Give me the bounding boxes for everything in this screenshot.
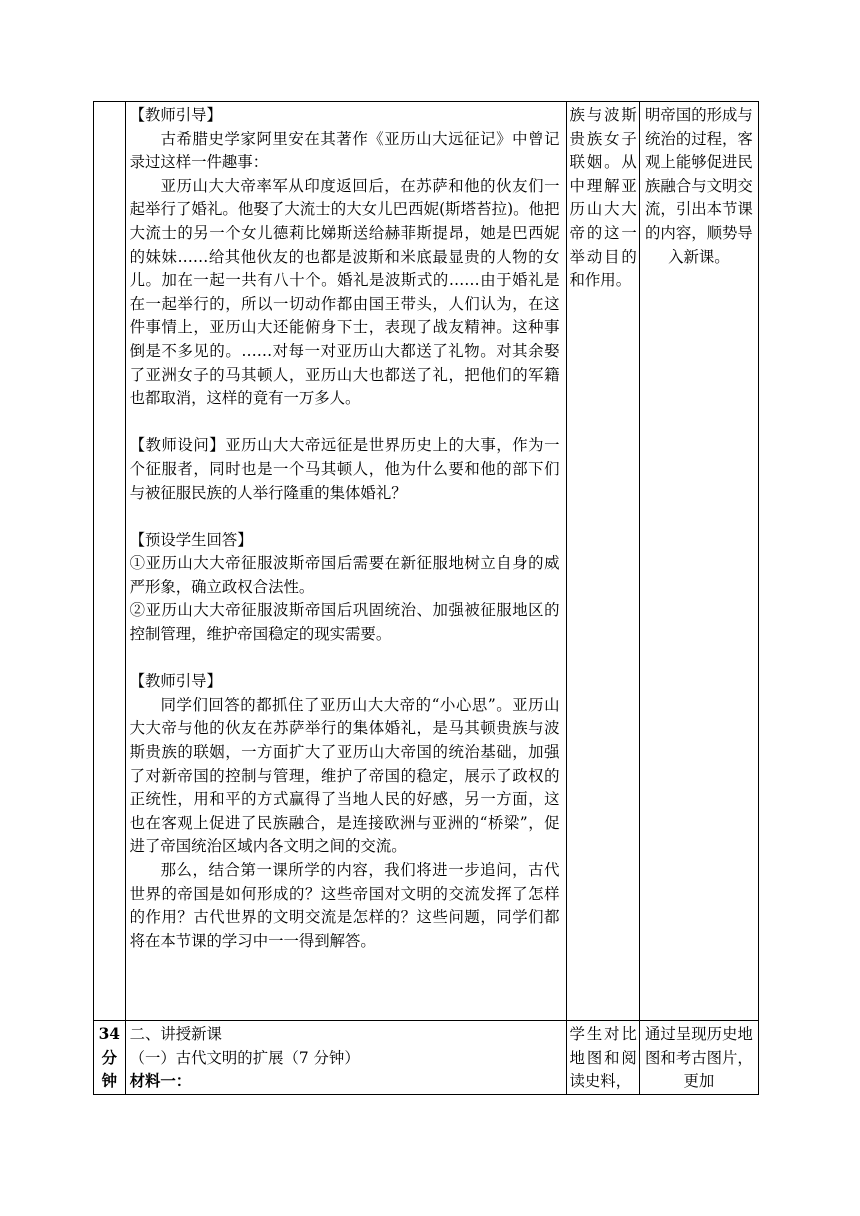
student-activity-text: 学生对比地图和阅读史料，	[569, 1025, 637, 1091]
paragraph: 古希腊史学家阿里安在其著作《亚历山大远征记》中曾记录过这样一件趣事：	[129, 129, 560, 172]
table-row	[94, 102, 759, 1021]
section-heading: 【预设学生回答】	[129, 530, 253, 549]
design-intent-cell	[639, 102, 758, 1021]
time-cell	[94, 1021, 126, 1095]
design-intent-cell	[639, 1021, 758, 1095]
answer-item: ②亚历山大大帝征服波斯帝国后巩固统治、加强被征服地区的控制管理，维护帝国稳定的现实需要。	[129, 601, 560, 644]
student-activity-cell	[566, 1021, 639, 1095]
material-label: 材料一：	[129, 1072, 192, 1091]
lesson-plan-table	[93, 101, 759, 1095]
section-heading: 【教师引导】	[129, 106, 222, 124]
teacher-question: 【教师设问】亚历山大大帝远征是世界历史上的大事，作为一个征服者，同时也是一个马其顿人，他为什么要和他的部下们与被征服民族的人举行隆重的集体婚礼？	[129, 436, 560, 502]
teaching-process-cell	[125, 102, 566, 1021]
paragraph: 同学们回答的都抓住了亚历山大大帝的“小心思”。亚历山大大帝与他的伙友在苏萨举行的集体婚礼，是马其顿贵族与波斯贵族的联姻，一方面扩大了亚历山大帝国的统治基础，加强了对新帝国的控制与管理，维护了帝国的稳定，展示了政权的正统性，用和平的方式赢得了当地人民的好感，另一方面，这也在客观上促进了民族融合，是连接欧洲与亚洲的“桥梁”，促进了帝国统治区域内各文明之间的交流。	[129, 695, 560, 856]
design-intent-text: 通过呈现历史地图和考古图片，更加	[645, 1025, 753, 1091]
subsection-heading: （一）古代文明的扩展（7 分钟）	[129, 1048, 360, 1067]
time-cell	[94, 102, 126, 1021]
paragraph: 那么，结合第一课所学的内容，我们将进一步追问，古代世界的帝国是如何形成的？这些帝国对文明的交流发挥了怎样的作用？古代世界的文明交流是怎样的？这些问题，同学们都将在本节课的学习中一一得到解答。	[129, 861, 560, 950]
section-heading: 二、讲授新课	[129, 1025, 222, 1043]
student-activity-cell	[566, 102, 639, 1021]
table-row	[94, 1021, 759, 1095]
answer-item: ①亚历山大大帝征服波斯帝国后需要在新征服地树立自身的威严形象，确立政权合法性。	[129, 554, 560, 596]
time-value: 34	[98, 1025, 120, 1043]
time-unit: 分	[101, 1048, 117, 1067]
student-activity-text: 族与波斯贵族女子联姻。从中理解亚历山大大帝的这一举动目的和作用。	[569, 106, 637, 290]
quote-paragraph: 亚历山大大帝率军从印度返回后，在苏萨和他的伙友们一起举行了婚礼。他娶了大流士的大女儿巴西妮(斯塔苔拉)。他把大流士的另一个女儿德莉比娣斯送给赫菲斯提昂，她是巴西妮的妹妹……给其他伙友的也都是波斯和米底最显贵的人物的女儿。加在一起一共有八十个。婚礼是波斯式的……由于婚礼是在一起举行的，所以一切动作都由国王带头，人们认为，在这件事情上，亚历山大还能俯身下士，表现了战友精神。这种事倒是不多见的。……对每一对亚历山大都送了礼物。对其余娶了亚洲女子的马其顿人，亚历山大也都送了礼，把他们的军籍也都取消，这样的竟有一万多人。	[129, 176, 560, 408]
teaching-process-cell	[125, 1021, 566, 1095]
section-heading: 【教师引导】	[129, 672, 222, 691]
design-intent-text: 明帝国的形成与统治的过程，客观上能够促进民族融合与文明交流，引出本节课的内容，顺势导入新课。	[645, 106, 753, 266]
time-unit: 钟	[101, 1072, 117, 1091]
